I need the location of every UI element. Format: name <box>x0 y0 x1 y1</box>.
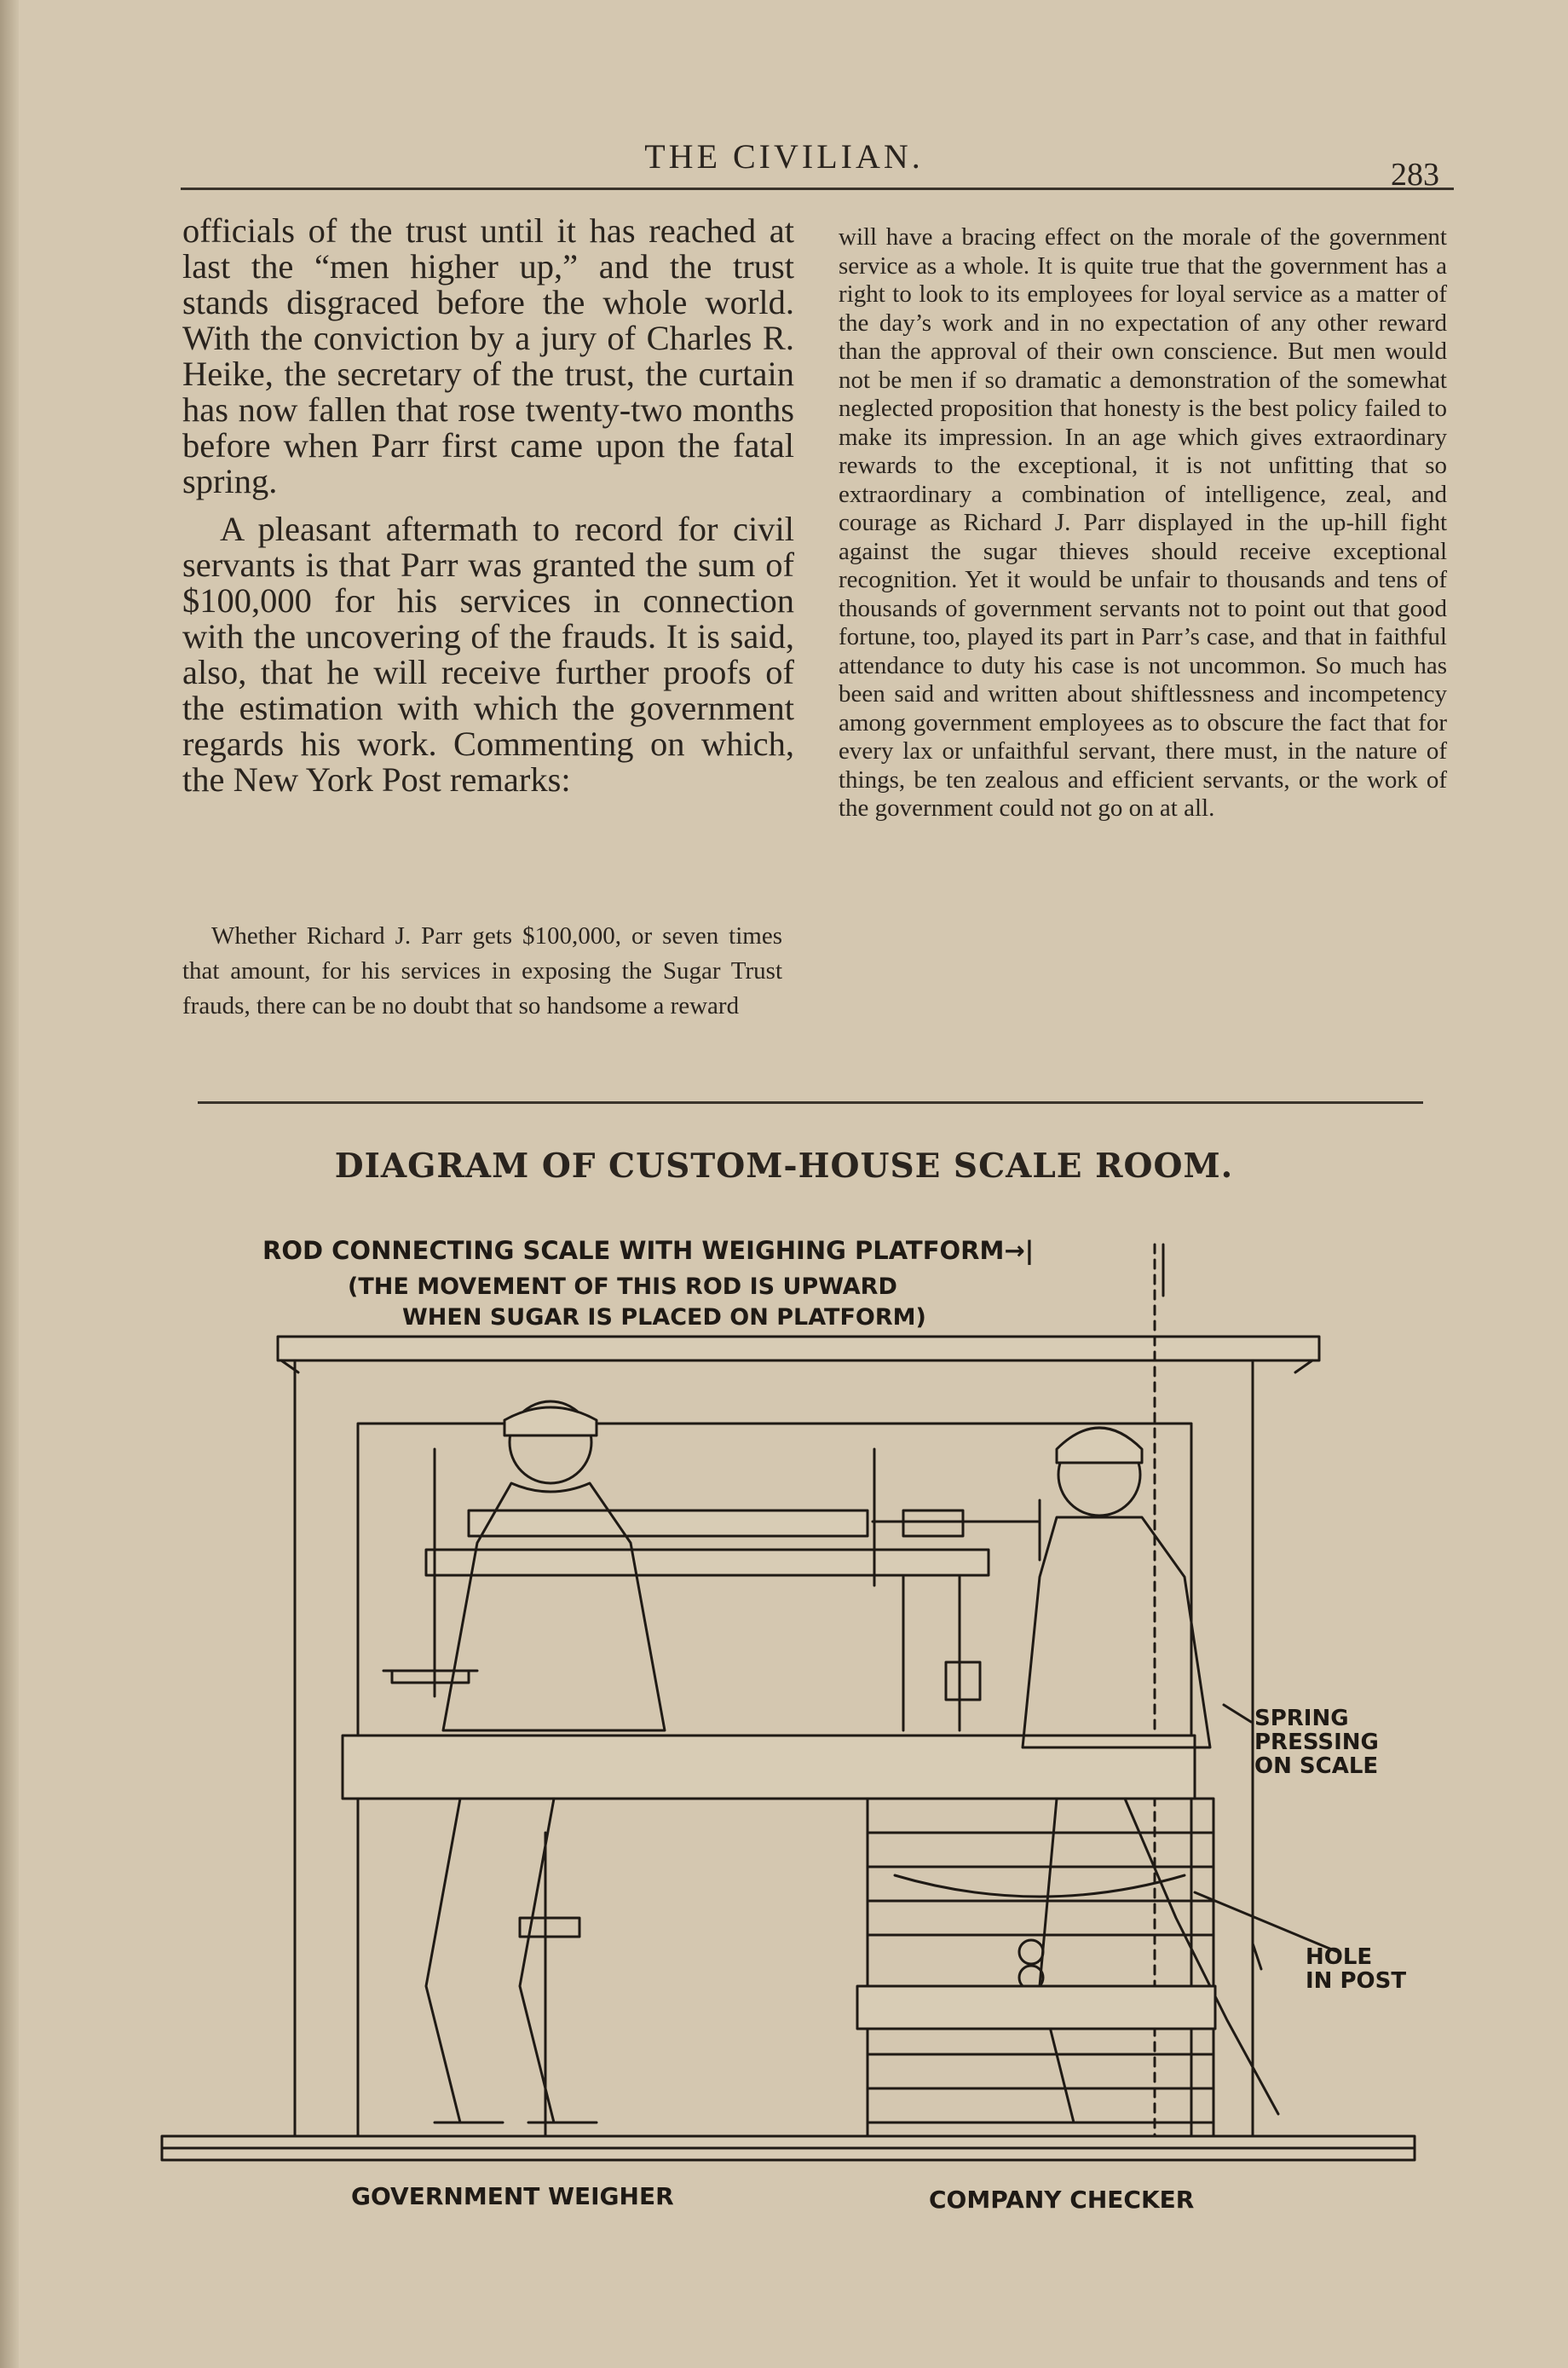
running-header: THE CIVILIAN. <box>644 137 924 176</box>
label-rod: ROD CONNECTING SCALE WITH WEIGHING PLATFORM→| <box>262 1236 1035 1265</box>
section-rule <box>198 1101 1423 1104</box>
label-company-checker: COMPANY CHECKER <box>929 2186 1195 2214</box>
paragraph: officials of the trust until it has reached at last the “men higher up,” and the trust stands disgraced before the whole world. With the conviction by a jury of Charles R. Heike, the secretary of the trust, the curtain has now fallen that rose twenty-two months before when Parr first came upon the fatal spring. <box>182 211 794 500</box>
label-spring-line: ON SCALE <box>1254 1753 1379 1779</box>
scale-room-diagram <box>153 1219 1449 2250</box>
diagram-title: DIAGRAM OF CUSTOM-HOUSE SCALE ROOM. <box>334 1146 1234 1186</box>
label-hole <box>1306 1945 1406 1993</box>
label-rod-when: WHEN SUGAR IS PLACED ON PLATFORM) <box>402 1304 926 1331</box>
header-rule <box>181 188 1454 190</box>
page-number: 283 <box>1391 157 1439 193</box>
label-hole-line: IN POST <box>1306 1968 1407 1994</box>
quote-text: Whether Richard J. Parr gets $100,000, or seven times that amount, for his services in exposing the Sugar Trust frauds, there can be no doubt that so handsome a reward <box>182 922 782 1019</box>
label-spring-line: PRESSING <box>1254 1730 1379 1755</box>
label-rod-movement: (THE MOVEMENT OF THIS ROD IS UPWARD <box>348 1274 897 1300</box>
label-government-weigher: GOVERNMENT WEIGHER <box>351 2182 674 2210</box>
label-spring <box>1254 1707 1379 1778</box>
paragraph: A pleasant aftermath to record for civil servants is that Parr was granted the sum of $100,000 for his services in connection with the uncovering of the frauds. It is said, also, that he will receive further proofs of the estimation with which the government regards his work. Commenting on which, the New York Post remarks: <box>182 510 794 799</box>
left-column-body <box>182 213 794 798</box>
label-hole-line: HOLE <box>1306 1944 1373 1970</box>
paragraph: will have a bracing effect on the morale of the government service as a whole. It is quite true that the government has a right to look to its employees for loyal service as a matter of the day’s work and in no expectation of any other reward than the approval of their own conscience. But men would not be men if so dramatic a demonstration of the somewhat neglected proposition that honesty is the best policy failed to make its impression. In an age which gives extraordinary rewards to the exceptional, it is not unfitting that so extraordinary a combination of intelligence, zeal, and courage as Richard J. Parr displayed in the up-hill fight against the sugar thieves should receive exceptional recognition. Yet it would be unfair to thousands and tens of thousands of government servants not to point out that good fortune, too, played its part in Parr’s case, and that in faithful attendance to duty his case is not uncommon. So much has been said and written about shiftlessness and incompetency among government employees as to obscure the fact that for every lax or unfaithful servant, there must, in the nature of things, be ten zealous and efficient servants, or the work of the government could not go on at all. <box>839 223 1447 822</box>
label-spring-line: SPRING <box>1254 1706 1349 1731</box>
block-quote <box>182 919 782 1024</box>
right-column-body <box>839 223 1447 823</box>
